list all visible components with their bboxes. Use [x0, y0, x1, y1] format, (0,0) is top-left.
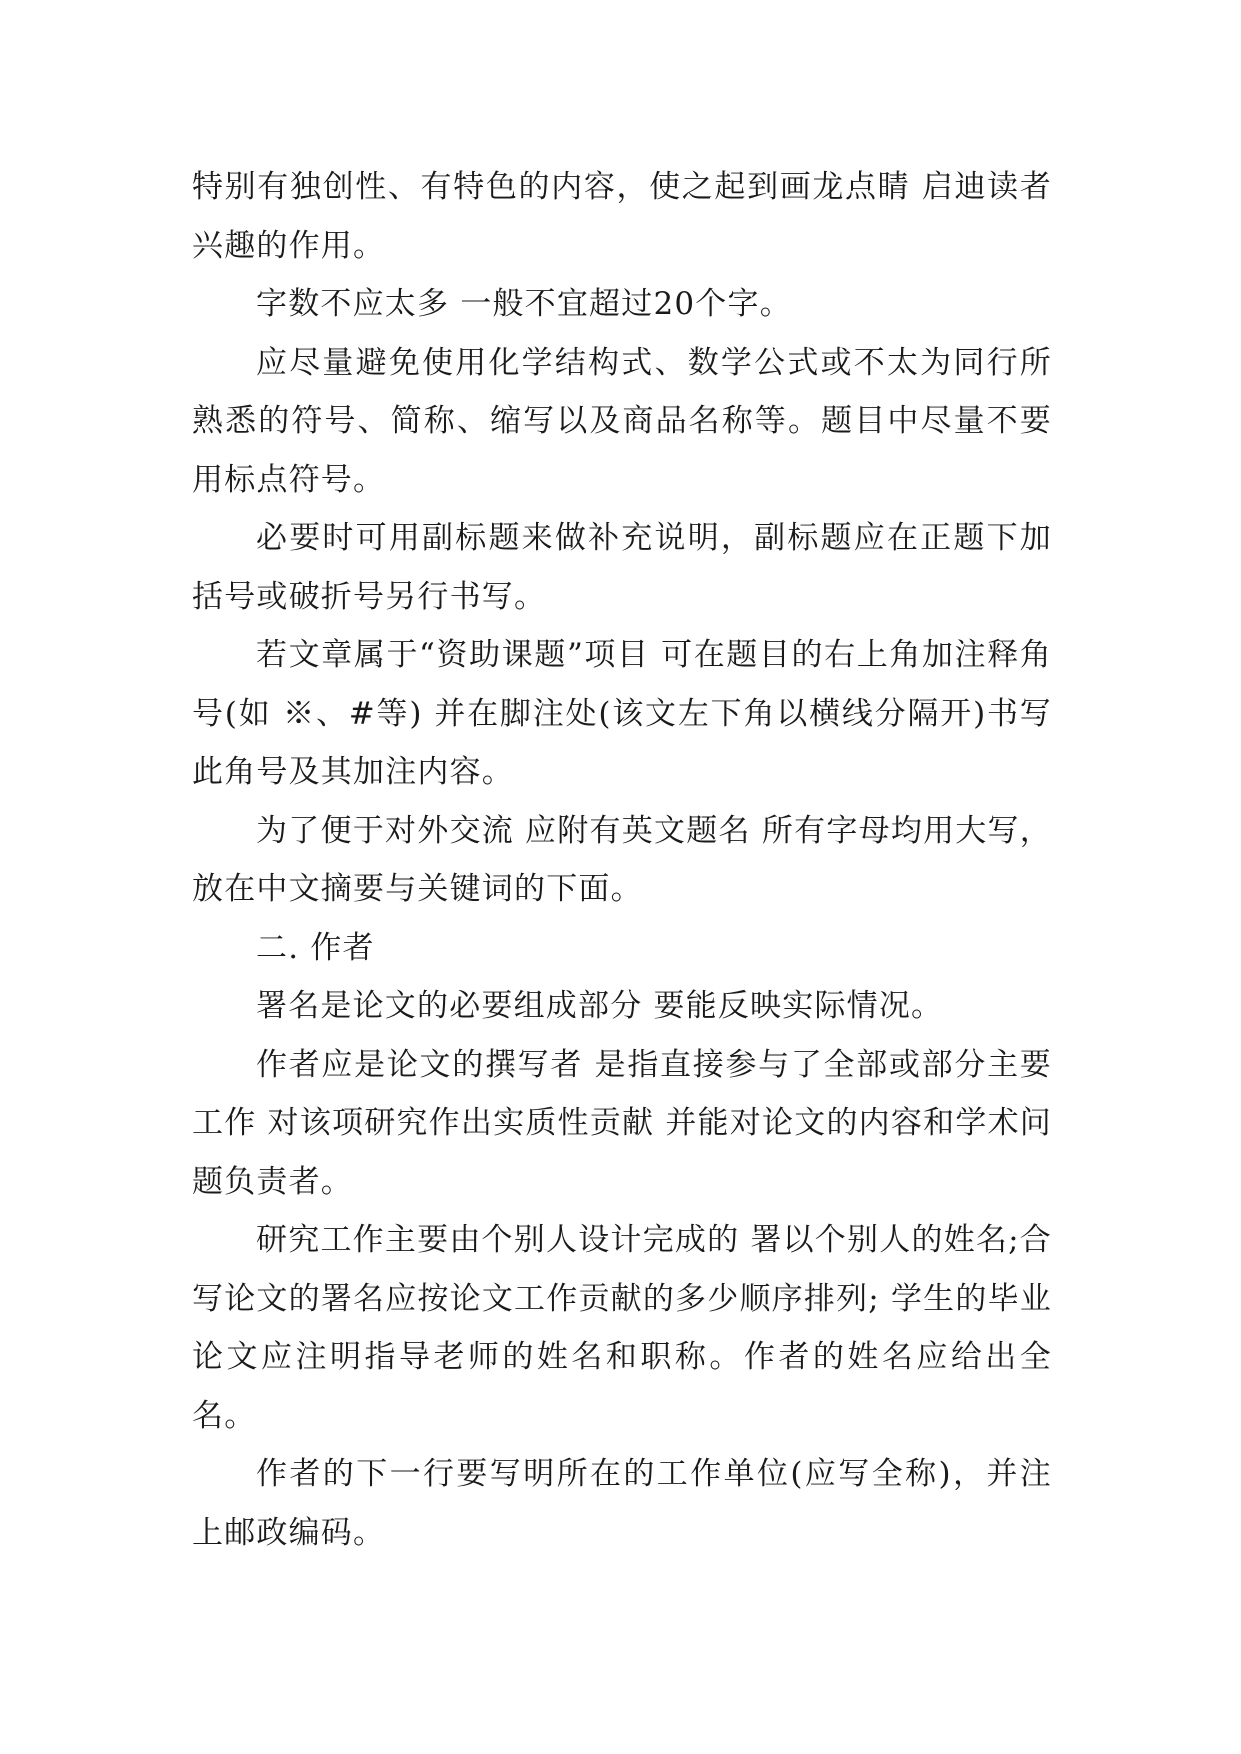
paragraph-affiliation: 作者的下一行要写明所在的工作单位(应写全称)，并注上邮政编码。	[192, 1456, 1052, 1551]
paragraph-funded-project: 若文章属于“资助课题”项目 可在题目的右上角加注释角号(如 ※、#等) 并在脚注处(该文左下角以横线分隔开)书写此角号及其加注内容。	[192, 637, 1052, 790]
paragraph-avoid-formulas: 应尽量避免使用化学结构式、数学公式或不太为同行所熟悉的符号、简称、缩写以及商品名称等。题目中尽量不要用标点符号。	[192, 344, 1052, 498]
paragraph-continuation: 特别有独创性、有特色的内容，使之起到画龙点睛 启迪读者兴趣的作用。	[192, 169, 1052, 264]
paragraph-author-definition: 作者应是论文的撰写者 是指直接参与了全部或部分主要工作 对该项研究作出实质性贡献 并能对论文的内容和学术问题负责者。	[192, 1046, 1052, 1200]
paragraph-signature: 署名是论文的必要组成部分 要能反映实际情况。	[256, 988, 944, 1024]
paragraph-english-title: 为了便于对外交流 应附有英文题名 所有字母均用大写，放在中文摘要与关键词的下面。	[192, 812, 1052, 907]
paragraph-subtitle: 必要时可用副标题来做补充说明，副标题应在正题下加括号或破折号另行书写。	[192, 520, 1052, 615]
document-body	[192, 158, 1052, 1562]
section-heading-author: 二. 作者	[256, 929, 375, 966]
paragraph-word-count: 字数不应太多 一般不宜超过20个字。	[256, 286, 792, 322]
paragraph-author-order: 研究工作主要由个别人设计完成的 署以个别人的姓名;合写论文的署名应按论文工作贡献的多少顺序排列; 学生的毕业论文应注明指导老师的姓名和职称。作者的姓名应给出全名。	[192, 1222, 1052, 1434]
